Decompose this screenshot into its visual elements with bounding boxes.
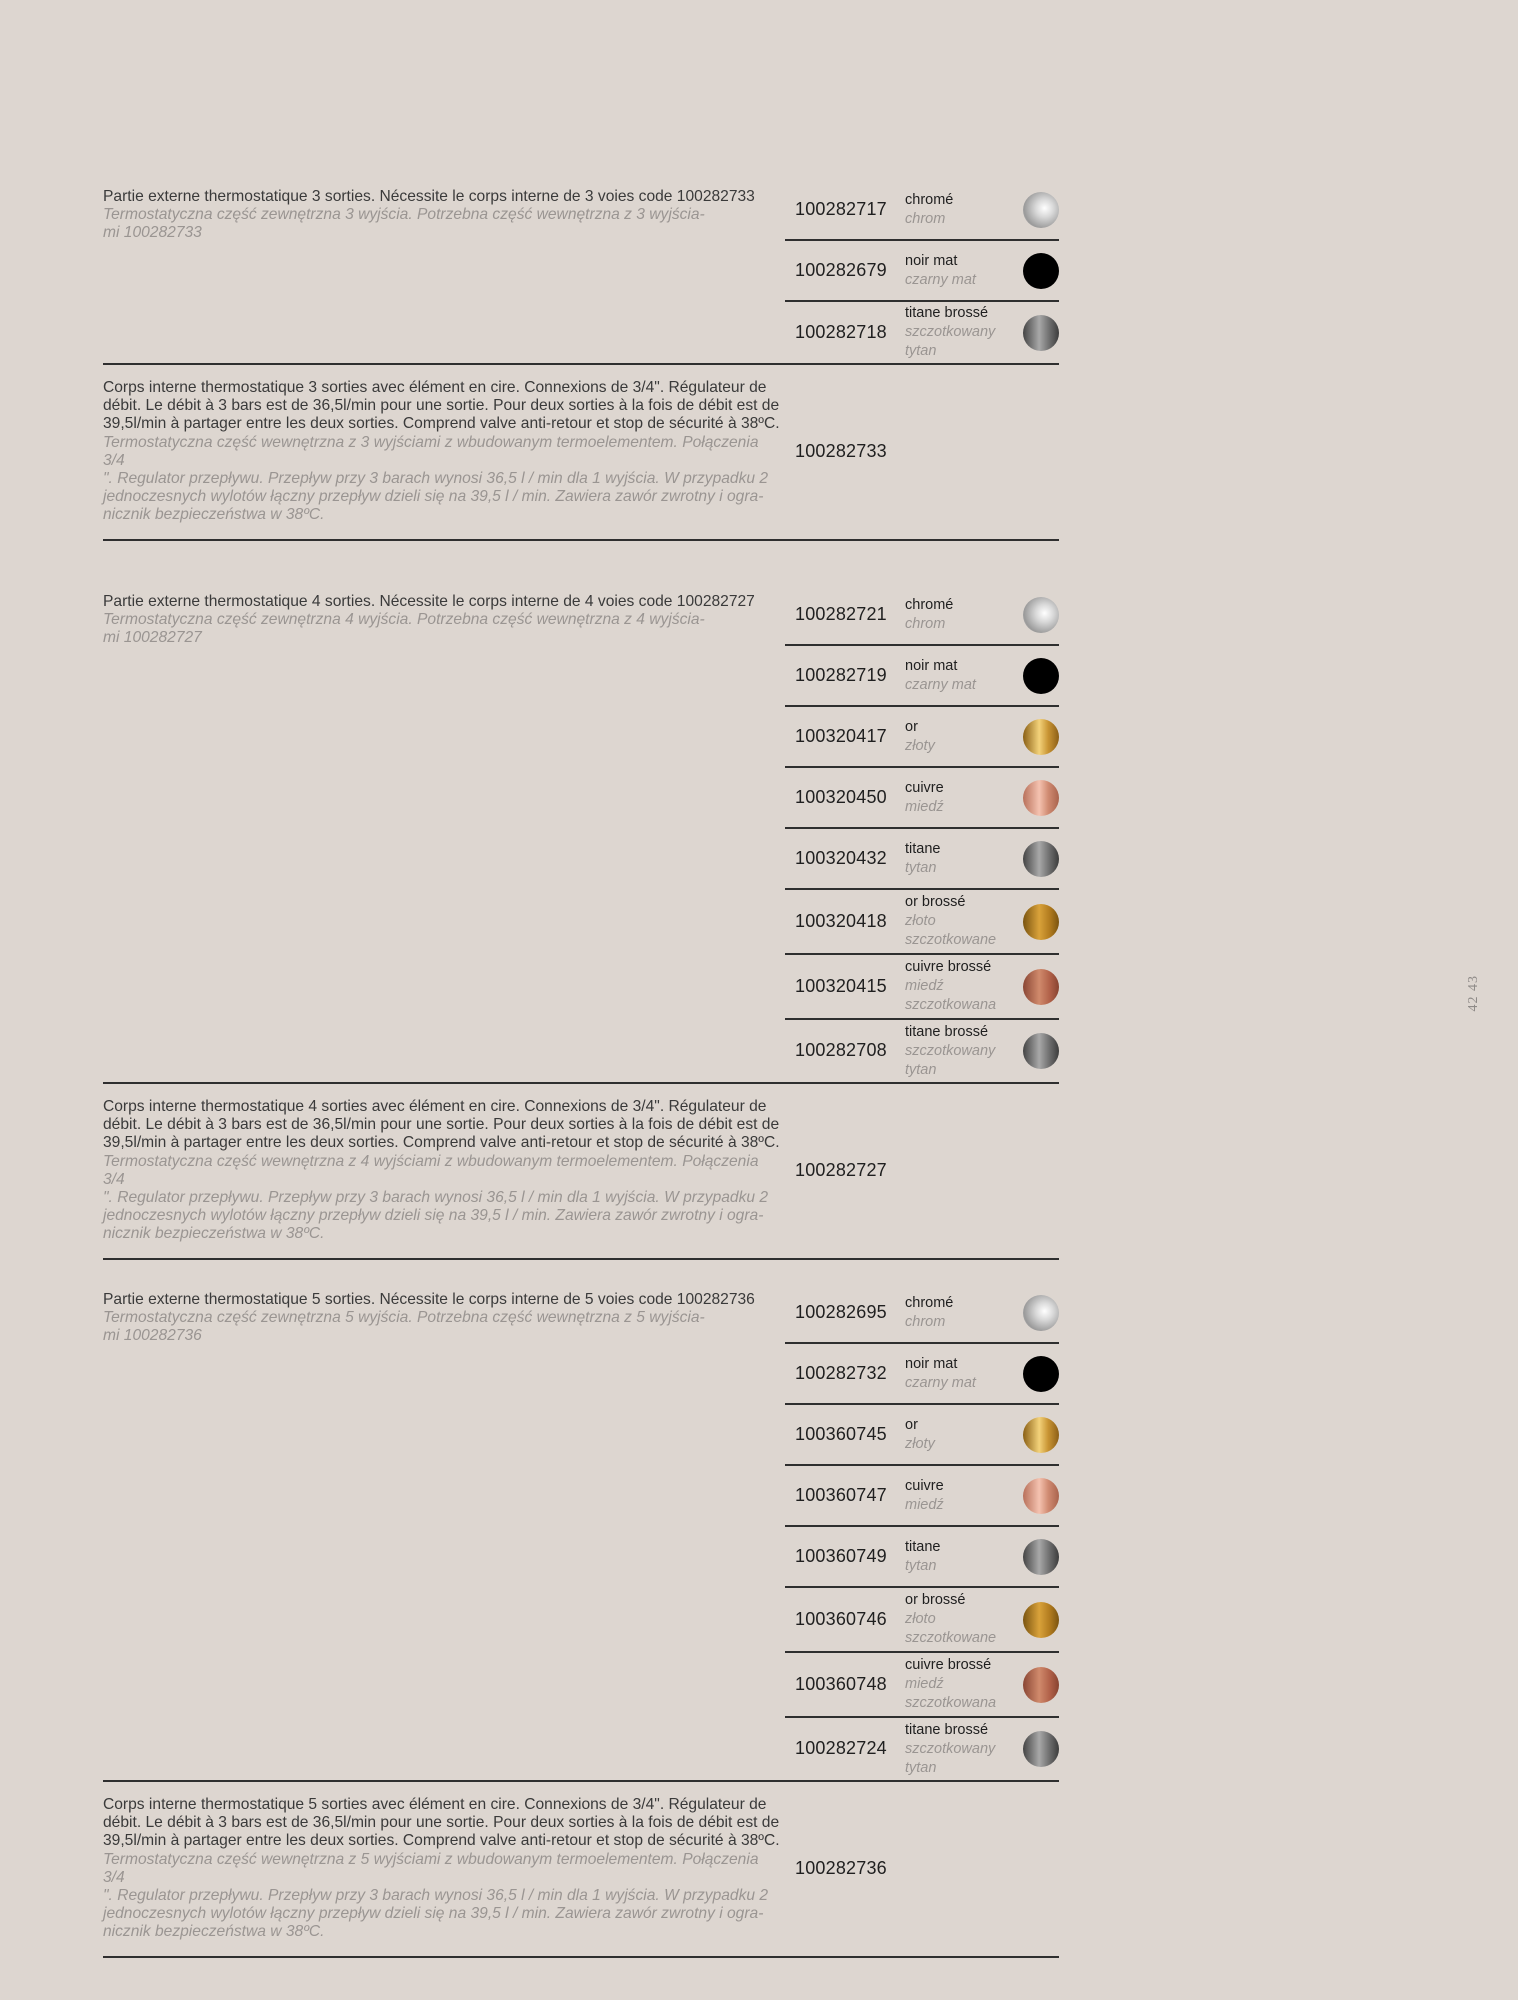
product-code: 100320418 bbox=[795, 910, 887, 931]
variant-row bbox=[785, 707, 1059, 768]
product-code: 100282736 bbox=[795, 1858, 887, 1878]
finish-label bbox=[905, 1591, 996, 1648]
variant-row bbox=[785, 180, 1059, 241]
finish-variants-table bbox=[785, 180, 1059, 363]
description-fr: Corps interne thermostatique 5 sorties avec élément en cire. Connexions de 3/4". Régulateur de débit. Le débit à 3 bars est de 36,5l/min pour une sortie. Pour deux sorties à la fois de débit est de 39,5l/min à partager entre les deux sorties. Comprend valve anti-retour et stop de sécurité à 38ºC. bbox=[103, 1796, 780, 1850]
finish-label bbox=[905, 1656, 996, 1713]
finish-swatch-icon bbox=[1023, 315, 1059, 351]
finish-variants-table bbox=[785, 1283, 1059, 1780]
finish-swatch-icon bbox=[1023, 1539, 1059, 1575]
finish-label bbox=[905, 1538, 940, 1576]
finish-name-fr: or bbox=[905, 718, 918, 735]
description-fr: Corps interne thermostatique 4 sorties avec élément en cire. Connexions de 3/4". Régulateur de débit. Le débit à 3 bars est de 36,5l/min pour une sortie. Pour deux sorties à la fois de débit est de 39,5l/min à partager entre les deux sorties. Comprend valve anti-retour et stop de sécurité à 38ºC. bbox=[103, 1098, 780, 1152]
finish-name-pl: czarny mat bbox=[905, 676, 976, 693]
product-code: 100360749 bbox=[795, 1545, 887, 1566]
variant-row bbox=[785, 646, 1059, 707]
finish-name-fr: or brossé bbox=[905, 894, 966, 910]
finish-label bbox=[905, 657, 976, 695]
product-code: 100282718 bbox=[795, 321, 887, 342]
description-fr: Partie externe thermostatique 4 sorties. Nécessite le corps interne de 4 voies code 100282727 bbox=[103, 593, 755, 610]
finish-swatch-icon bbox=[1023, 1356, 1059, 1392]
finish-swatch-icon bbox=[1023, 904, 1059, 940]
product-code: 100320450 bbox=[795, 786, 887, 807]
finish-name-fr: noir mat bbox=[905, 252, 958, 269]
description-fr: Partie externe thermostatique 3 sorties. Nécessite le corps interne de 3 voies code 100282733 bbox=[103, 188, 755, 205]
product-code: 100282717 bbox=[795, 198, 887, 219]
description-pl: Termostatyczna część wewnętrzna z 3 wyjściami z wbudowanym termoelementem. Połączenia 3/4 ". Regulator przepływu. Przepływ przy 3 barach wynosi 36,5 l / min dla 1 wyjścia. W przypadku 2 jednoczesnych wylotów łączny przepływ dzieli się na 39,5 l / min. Zawiera zawór zwrotny i ogra- nicznik bezpieczeństwa w 38ºC. bbox=[103, 433, 769, 524]
finish-swatch-icon bbox=[1023, 1602, 1059, 1638]
description-pl: Termostatyczna część zewnętrzna 4 wyjścia. Potrzebna część wewnętrzna z 4 wyjścia- mi 100282727 bbox=[103, 611, 705, 647]
external-part-description bbox=[103, 593, 783, 648]
finish-name-pl: szczotkowany tytan bbox=[905, 1740, 996, 1776]
finish-label bbox=[905, 840, 940, 878]
finish-name-pl: miedź bbox=[905, 798, 944, 815]
product-code: 100320417 bbox=[795, 725, 887, 746]
internal-body-row bbox=[103, 365, 1059, 541]
internal-body-row bbox=[103, 1782, 1059, 1958]
page-number: 42 43 bbox=[1466, 975, 1481, 1012]
finish-name-pl: złoto szczotkowane bbox=[905, 913, 997, 948]
product-code: 100320432 bbox=[795, 847, 887, 868]
variant-row bbox=[785, 1588, 1059, 1653]
finish-label bbox=[905, 252, 976, 290]
finish-name-fr: chromé bbox=[905, 596, 954, 613]
variant-row bbox=[785, 1344, 1059, 1405]
finish-label bbox=[905, 1355, 976, 1393]
finish-name-pl: chrom bbox=[905, 1313, 946, 1330]
product-code: 100360747 bbox=[795, 1484, 887, 1505]
finish-label bbox=[905, 1721, 995, 1778]
variant-row bbox=[785, 241, 1059, 302]
description-fr: Corps interne thermostatique 3 sorties avec élément en cire. Connexions de 3/4". Régulateur de débit. Le débit à 3 bars est de 36,5l/min pour une sortie. Pour deux sorties à la fois de débit est de 39,5l/min à partager entre les deux sorties. Comprend valve anti-retour et stop de sécurité à 38ºC. bbox=[103, 379, 780, 433]
external-part-description bbox=[103, 188, 783, 243]
finish-swatch-icon bbox=[1023, 780, 1059, 816]
variant-row bbox=[785, 302, 1059, 363]
finish-name-fr: titane bbox=[905, 1538, 941, 1555]
internal-body-description bbox=[103, 1098, 783, 1244]
internal-body-row bbox=[103, 1084, 1059, 1260]
variant-row bbox=[785, 1020, 1059, 1082]
finish-name-pl: miedź szczotkowana bbox=[905, 978, 997, 1013]
variant-row bbox=[785, 1283, 1059, 1344]
finish-swatch-icon bbox=[1023, 969, 1059, 1005]
description-pl: Termostatyczna część wewnętrzna z 4 wyjściami z wbudowanym termoelementem. Połączenia 3/4 ". Regulator przepływu. Przepływ przy 3 barach wynosi 36,5 l / min dla 1 wyjścia. W przypadku 2 jednoczesnych wylotów łączny przepływ dzieli się na 39,5 l / min. Zawiera zawór zwrotny i ogra- nicznik bezpieczeństwa w 38ºC. bbox=[103, 1152, 769, 1243]
finish-name-pl: miedź bbox=[905, 1496, 944, 1513]
product-code: 100282733 bbox=[795, 441, 887, 461]
finish-label bbox=[905, 191, 953, 229]
variant-row bbox=[785, 1466, 1059, 1527]
finish-name-pl: chrom bbox=[905, 615, 946, 632]
product-code: 100360748 bbox=[795, 1673, 887, 1694]
finish-name-pl: szczotkowany tytan bbox=[905, 1042, 996, 1078]
finish-name-pl: złoto szczotkowane bbox=[905, 1611, 997, 1646]
finish-swatch-icon bbox=[1023, 658, 1059, 694]
product-code: 100282695 bbox=[795, 1301, 887, 1322]
product-code: 100282708 bbox=[795, 1040, 887, 1060]
finish-swatch-icon bbox=[1023, 1417, 1059, 1453]
finish-name-fr: titane bbox=[905, 840, 941, 857]
product-code: 100282732 bbox=[795, 1362, 887, 1383]
product-code: 100282679 bbox=[795, 259, 887, 280]
variant-row bbox=[785, 955, 1059, 1020]
finish-label bbox=[905, 958, 996, 1015]
finish-name-fr: cuivre bbox=[905, 779, 944, 796]
finish-label bbox=[905, 893, 996, 950]
finish-label bbox=[905, 1477, 944, 1515]
product-code: 100282721 bbox=[795, 603, 887, 624]
product-code: 100360745 bbox=[795, 1423, 887, 1444]
finish-swatch-icon bbox=[1023, 1731, 1059, 1767]
external-part-description bbox=[103, 1291, 783, 1346]
finish-name-fr: chromé bbox=[905, 191, 954, 208]
product-section bbox=[103, 1283, 1059, 1958]
finish-label bbox=[905, 596, 953, 634]
product-code: 100282727 bbox=[795, 1160, 887, 1180]
variant-row bbox=[785, 890, 1059, 955]
variant-row bbox=[785, 1405, 1059, 1466]
variant-row bbox=[785, 585, 1059, 646]
product-section bbox=[103, 180, 1059, 541]
variant-row bbox=[785, 1653, 1059, 1718]
finish-label bbox=[905, 779, 944, 817]
description-fr: Partie externe thermostatique 5 sorties. Nécessite le corps interne de 5 voies code 100282736 bbox=[103, 1291, 755, 1308]
variant-row bbox=[785, 1527, 1059, 1588]
finish-name-pl: czarny mat bbox=[905, 271, 976, 288]
description-pl: Termostatyczna część zewnętrzna 5 wyjścia. Potrzebna część wewnętrzna z 5 wyjścia- mi 100282736 bbox=[103, 1309, 705, 1345]
finish-name-fr: titane brossé bbox=[905, 1721, 989, 1738]
finish-swatch-icon bbox=[1023, 192, 1059, 228]
finish-variants-table bbox=[785, 585, 1059, 1082]
product-code: 100360746 bbox=[795, 1608, 887, 1629]
finish-name-fr: or bbox=[905, 1416, 918, 1433]
finish-name-fr: noir mat bbox=[905, 657, 958, 674]
finish-name-fr: noir mat bbox=[905, 1355, 958, 1372]
finish-name-fr: cuivre bbox=[905, 1477, 944, 1494]
finish-name-pl: miedź szczotkowana bbox=[905, 1676, 997, 1711]
finish-swatch-icon bbox=[1023, 253, 1059, 289]
finish-swatch-icon bbox=[1023, 1295, 1059, 1331]
finish-name-pl: chrom bbox=[905, 210, 946, 227]
finish-swatch-icon bbox=[1023, 841, 1059, 877]
finish-label bbox=[905, 718, 935, 756]
finish-name-pl: czarny mat bbox=[905, 1374, 976, 1391]
finish-swatch-icon bbox=[1023, 1033, 1059, 1069]
variant-row bbox=[785, 768, 1059, 829]
finish-label bbox=[905, 1416, 935, 1454]
variant-row bbox=[785, 829, 1059, 890]
product-section bbox=[103, 585, 1059, 1260]
finish-swatch-icon bbox=[1023, 1478, 1059, 1514]
finish-name-pl: złoty bbox=[905, 1435, 935, 1452]
finish-label bbox=[905, 304, 995, 361]
finish-label bbox=[905, 1294, 953, 1332]
product-code: 100282724 bbox=[795, 1738, 887, 1758]
finish-name-pl: szczotkowany tytan bbox=[905, 324, 996, 359]
external-part-row bbox=[103, 180, 1059, 365]
finish-name-fr: titane brossé bbox=[905, 1023, 989, 1040]
internal-body-description bbox=[103, 379, 783, 525]
external-part-row bbox=[103, 1283, 1059, 1782]
product-code: 100320415 bbox=[795, 975, 887, 996]
finish-name-fr: chromé bbox=[905, 1294, 954, 1311]
finish-swatch-icon bbox=[1023, 597, 1059, 633]
product-code: 100282719 bbox=[795, 664, 887, 685]
variant-row bbox=[785, 1718, 1059, 1780]
finish-name-fr: titane brossé bbox=[905, 305, 989, 321]
finish-name-pl: złoty bbox=[905, 737, 935, 754]
finish-swatch-icon bbox=[1023, 719, 1059, 755]
finish-name-pl: tytan bbox=[905, 1557, 937, 1574]
finish-name-pl: tytan bbox=[905, 859, 937, 876]
internal-body-description bbox=[103, 1796, 783, 1942]
finish-label bbox=[905, 1023, 995, 1080]
finish-swatch-icon bbox=[1023, 1667, 1059, 1703]
finish-name-fr: cuivre brossé bbox=[905, 1657, 992, 1673]
description-pl: Termostatyczna część zewnętrzna 3 wyjścia. Potrzebna część wewnętrzna z 3 wyjścia- mi 100282733 bbox=[103, 206, 705, 242]
description-pl: Termostatyczna część wewnętrzna z 5 wyjściami z wbudowanym termoelementem. Połączenia 3/4 ". Regulator przepływu. Przepływ przy 3 barach wynosi 36,5 l / min dla 1 wyjścia. W przypadku 2 jednoczesnych wylotów łączny przepływ dzieli się na 39,5 l / min. Zawiera zawór zwrotny i ogra- nicznik bezpieczeństwa w 38ºC. bbox=[103, 1850, 769, 1941]
external-part-row bbox=[103, 585, 1059, 1084]
finish-name-fr: cuivre brossé bbox=[905, 959, 992, 975]
finish-name-fr: or brossé bbox=[905, 1592, 966, 1608]
